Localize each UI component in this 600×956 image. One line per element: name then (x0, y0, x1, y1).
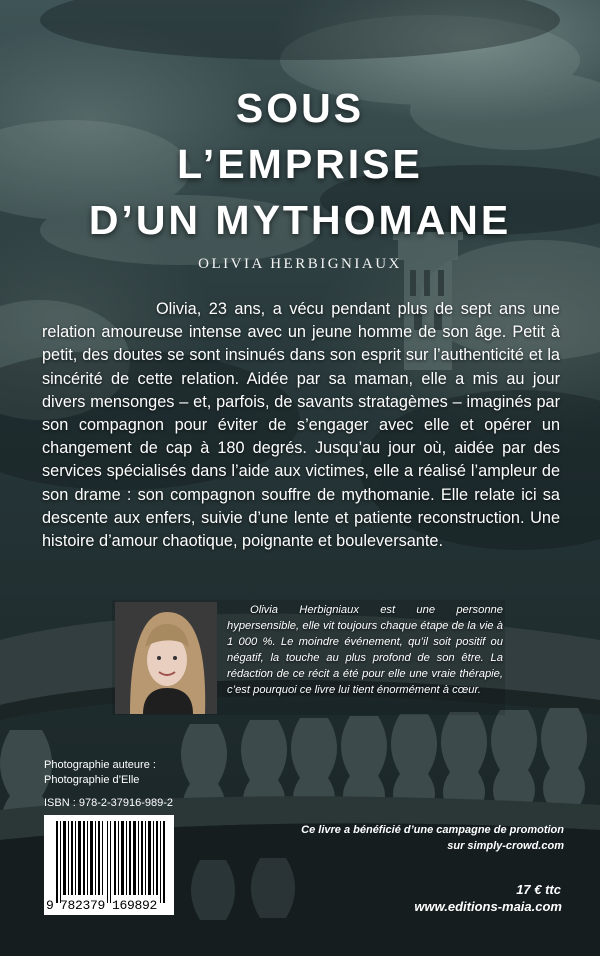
isbn-text: ISBN : 978-2-37916-989-2 (44, 797, 174, 809)
title-line-1: SOUS (235, 85, 365, 131)
barcode-digits-left: 782379 (60, 898, 106, 913)
price: 17 € ttc (516, 882, 561, 897)
photo-credit-value: Photographie d’Elle (44, 774, 140, 786)
barcode-digits-right: 169892 (112, 898, 158, 913)
isbn-barcode (44, 815, 174, 915)
promotion-notice (244, 822, 564, 854)
title-line-2: L’EMPRISE (177, 141, 423, 187)
author-photo (115, 602, 217, 714)
promo-line-1: Ce livre a bénéficié d’une campagne de promotion (301, 824, 564, 836)
synopsis-text: Olivia, 23 ans, a vécu pendant plus de sept ans une relation amoureuse intense avec un jeune homme de son âge. Petit à petit, des doutes se sont insinués dans son esprit sur l’authenticité et la sincérité de cette relation. Aidée par sa maman, elle a mis au jour divers mensonges – et, parfois, de savants stratagèmes – imaginés par son compagnon pour éviter de s’engager avec elle et opérer un changement de cap à 180 degrés. Jusqu’au jour où, aidée par des services spécialisés dans l’aide aux victimes, elle a réalisé l’ampleur de son drame : son compagnon souffre de mythomanie. Elle relate ici sa descente aux enfers, suivie d’une lente et patiente reconstruction. Une histoire d’amour chaotique, poignante et bouleversante. (42, 300, 560, 551)
title-line-3: D’UN MYTHOMANE (88, 197, 512, 243)
author-name: OLIVIA HERBIGNIAUX (198, 256, 402, 272)
promo-line-2: sur simply-crowd.com (447, 840, 564, 852)
author-bio-text: Olivia Herbigniaux est une personne hypersensible, elle vit toujours chaque étape de la vie à 1 000 %. Le moindre événement, qu’il soit positif ou négatif, la touche au plus profond de son être. La rédaction de ce récit a été pour elle une vraie thérapie, c’est pourquoi ce livre lui tient énormément à cœur. (227, 604, 503, 697)
book-title (0, 80, 600, 248)
barcode-digit-first: 9 (46, 898, 54, 913)
publisher-website: www.editions-maia.com (414, 899, 562, 914)
photo-credit-label: Photographie auteure : (44, 759, 156, 771)
